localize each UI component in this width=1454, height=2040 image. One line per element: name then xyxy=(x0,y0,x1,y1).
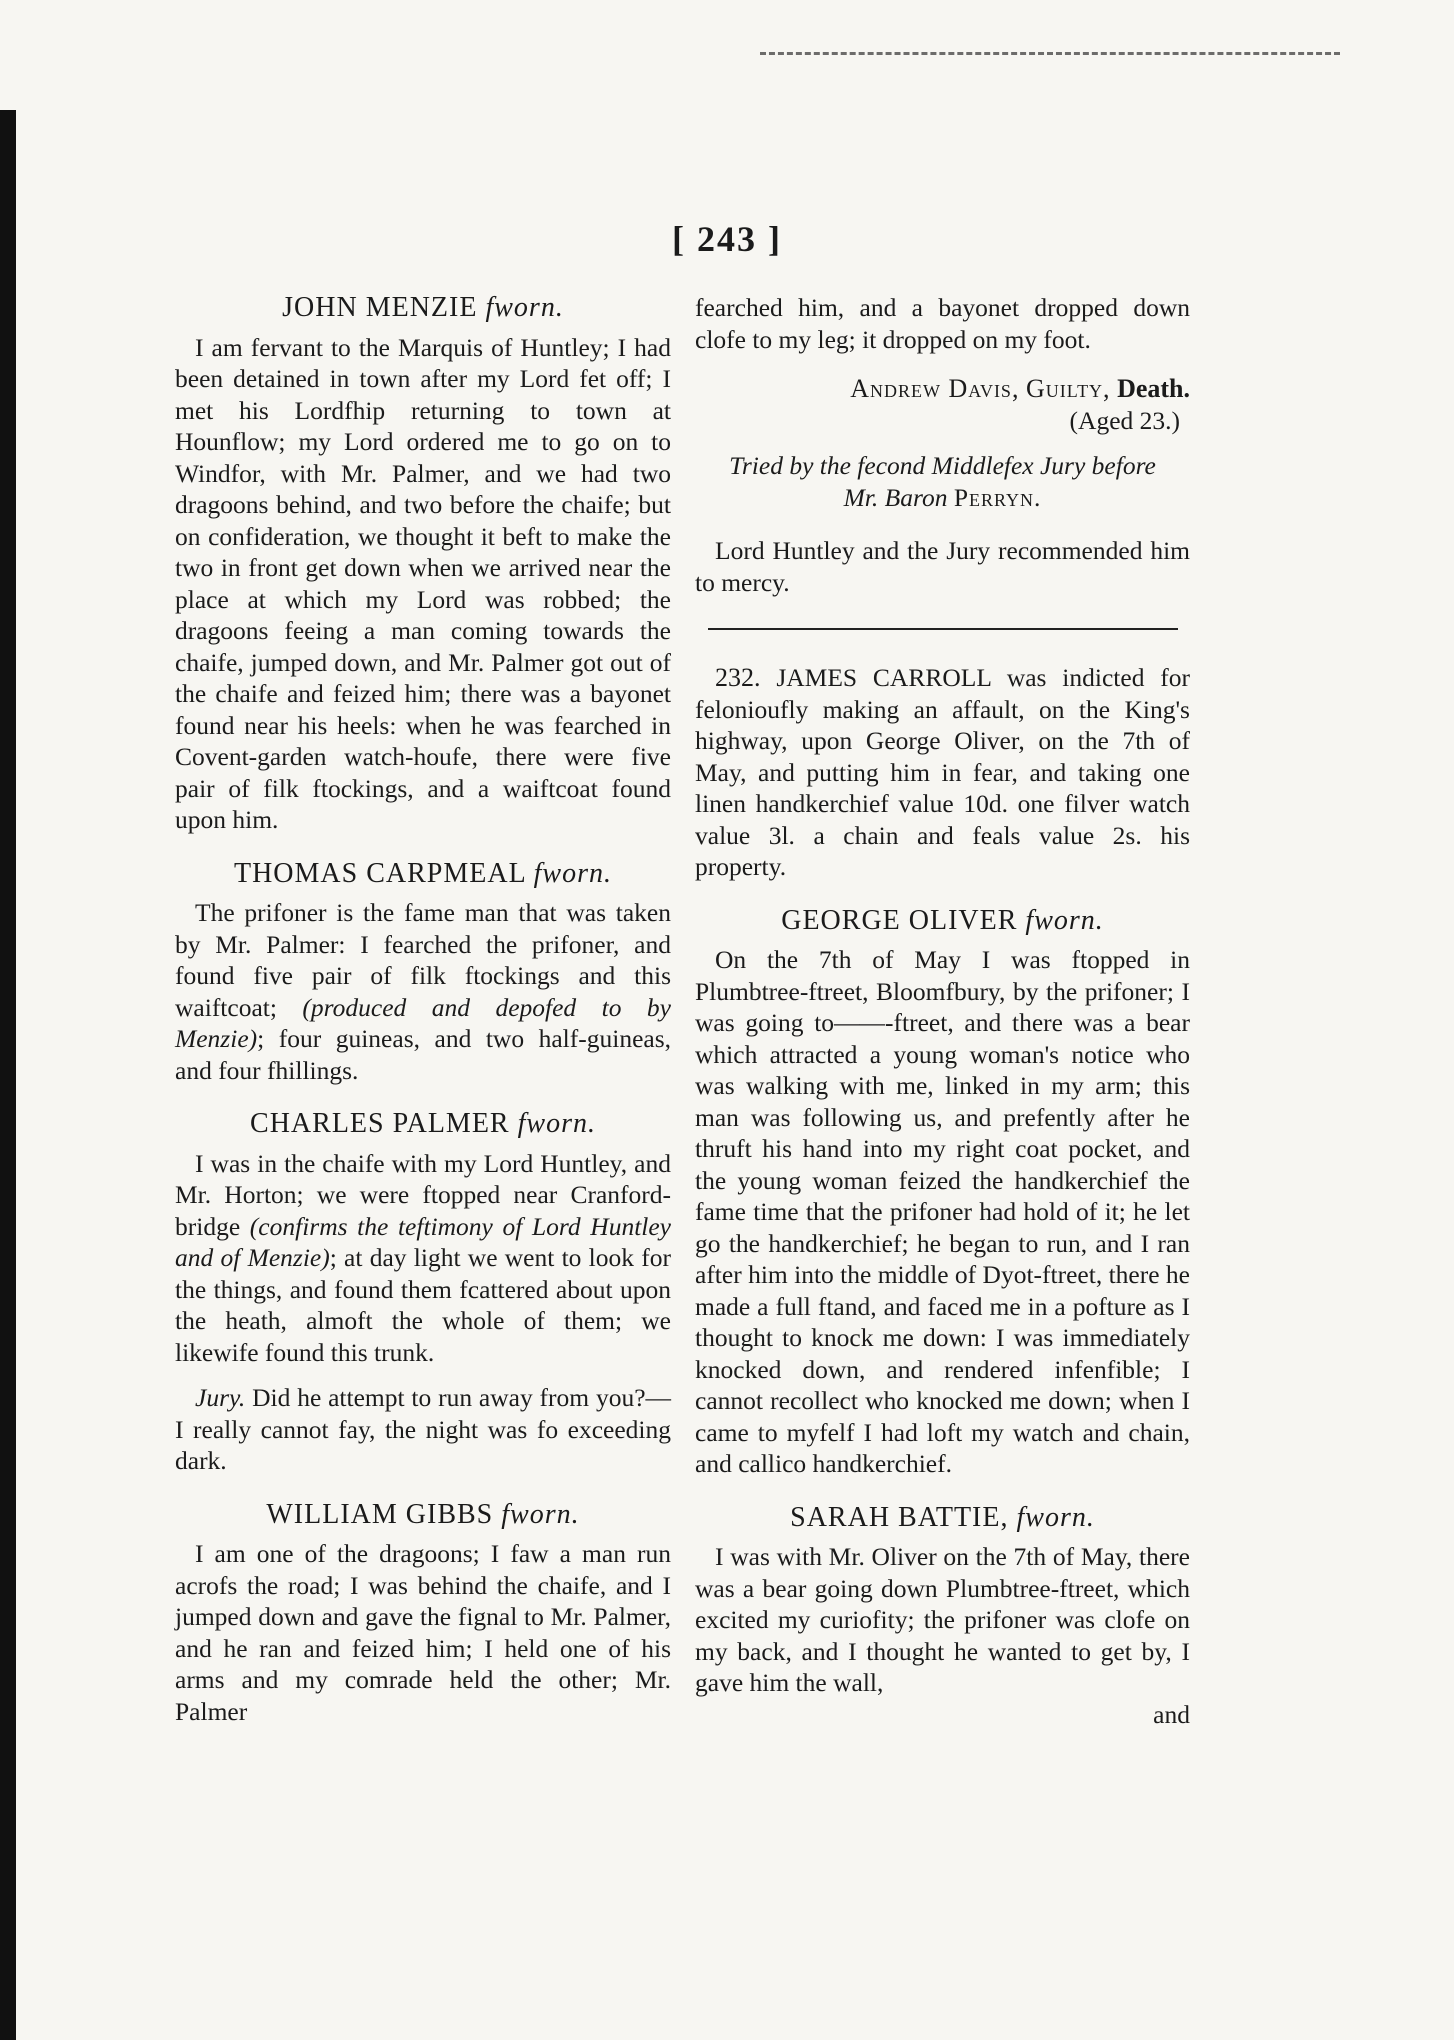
witness-name: THOMAS CARPMEAL xyxy=(233,857,526,889)
case-defendant: JAMES CARROLL xyxy=(776,663,991,692)
trial-judge-title: Mr. Baron xyxy=(843,482,948,512)
text: ; four guineas, and two half-guineas, and four fhillings. xyxy=(175,1024,671,1085)
jury-label: Jury. xyxy=(195,1383,246,1412)
testimony-palmer xyxy=(175,1148,671,1369)
sworn-label: fworn. xyxy=(501,1498,580,1530)
top-smudge xyxy=(760,52,1340,59)
trial-judge-name: Perryn. xyxy=(953,482,1042,512)
stage-note: (produced and depofed to by Menzie) xyxy=(175,992,672,1053)
heading-john-menzie xyxy=(175,292,671,324)
defendant-age: (Aged 23.) xyxy=(1069,405,1180,435)
trial-note xyxy=(695,450,1190,513)
section-divider xyxy=(708,628,1178,630)
trial-jury: Tried by the fecond Middlefex Jury before xyxy=(729,451,1156,480)
sworn-label: fworn. xyxy=(1016,1501,1095,1533)
testimony-oliver: On the 7th of May I was ftopped in Plumbtree-ftreet, Bloomfbury, by the prifoner; I was going to——-ftreet, and there was a bear which attracted a young woman's notice who was walking with me, linked in my arm; this man was following us, and prefently after he thruft his hand into my right coat pocket, and the young woman feized the handkerchief the fame time that the prifoner had hold of it; he let go the handkerchief; he began to run, and I ran after him into the middle of Dyot-ftreet, there he made a full ftand, and faced me in a pofture as I thought to knock me down: I was immediately knocked down, and rendered infenfible; I cannot recollect who knocked me down; when I came to myfelf I had loft my watch and chain, and callico handkerchief. xyxy=(695,945,1190,1478)
jury-question xyxy=(175,1382,671,1477)
defendant-name: Andrew Davis, xyxy=(850,374,1020,403)
witness-name: WILLIAM GIBBS xyxy=(266,1498,494,1530)
left-column xyxy=(175,292,671,1741)
case-indictment xyxy=(695,662,1190,883)
heading-sarah-battie xyxy=(695,1502,1190,1534)
case-number: 232. xyxy=(715,663,761,692)
sworn-label: fworn. xyxy=(485,292,564,323)
verdict-line xyxy=(695,373,1190,405)
binding-edge xyxy=(0,110,16,2040)
verdict-guilty: Guilty, xyxy=(1025,374,1111,403)
stage-note: (confirms the teftimony of Lord Huntley and of Menzie) xyxy=(175,1211,671,1272)
text: Did he attempt to run away from you?—I really cannot fay, the night was fo exceeding dark. xyxy=(175,1383,672,1475)
heading-george-oliver xyxy=(695,905,1190,937)
witness-name: JOHN MENZIE xyxy=(282,292,478,323)
witness-name: GEORGE OLIVER xyxy=(781,904,1018,936)
text: I was in the chaife with my Lord Huntley, and Mr. Horton; we were ftopped near Cranford-bridge xyxy=(175,1148,671,1241)
testimony-battie: I was with Mr. Oliver on the 7th of May, there was a bear going down Plumbtree-ftreet, which excited my curiofity; the prifoner was clofe on my back, and I thought he wanted to get by, I gave him the wall, xyxy=(695,1542,1190,1697)
catchword: and xyxy=(1153,1699,1190,1729)
heading-thomas-carpmeal xyxy=(175,858,671,890)
heading-william-gibbs xyxy=(175,1499,671,1531)
mercy-recommendation: Lord Huntley and the Jury recommended him to mercy. xyxy=(695,536,1190,597)
heading-charles-palmer xyxy=(175,1108,671,1140)
verdict-death: Death. xyxy=(1117,374,1190,403)
testimony-gibbs: I am one of the dragoons; I faw a man run acrofs the road; I was behind the chaife, and I jumped down and gave the fignal to Mr. Palmer, and he ran and feized him; I held one of his arms and my comrade held the other; Mr. Palmer xyxy=(175,1539,671,1726)
testimony-menzie: I am fervant to the Marquis of Huntley; I had been detained in town after my Lord fet off; I met his Lordfhip returning to town at Hounflow; my Lord ordered me to go on to Windfor, with Mr. Palmer, and we had two dragoons behind, and two before the chaife; but on confideration, we thought it beft to make the two in front get down when we arrived near the place at which my Lord was robbed; the dragoons feeing a man coming towards the chaife, jumped down, and Mr. Palmer got out of the chaife and feized him; there was a bayonet found near his heels: when he was fearched in Covent-garden watch-houfe, there were five pair of filk ftockings, and a waiftcoat found upon him. xyxy=(175,332,671,834)
witness-name: SARAH BATTIE, xyxy=(790,1501,1009,1533)
sworn-label: fworn. xyxy=(517,1108,596,1139)
text: was indicted for felonioufly making an affault, on the King's highway, upon George Oliver, on the 7th of May, and putting him in fear, and taking one linen handkerchief value 10d. one filver watch value 3l. a chain and feals value 2s. his property. xyxy=(695,663,1191,881)
text: ; at day light we went to look for the things, and found them fcattered about upon the heath, almoft the whole of them; we likewife found this trunk. xyxy=(175,1243,671,1367)
witness-name: CHARLES PALMER xyxy=(250,1108,510,1139)
right-column xyxy=(695,292,1190,1730)
page-number: [ 243 ] xyxy=(672,219,782,259)
testimony-carpmeal xyxy=(175,897,671,1086)
text: The prifoner is the fame man that was taken by Mr. Palmer: I fearched the prifoner, and found five pair of filk ftockings and this waiftcoat; xyxy=(175,898,671,1022)
sworn-label: fworn. xyxy=(1025,904,1104,936)
sworn-label: fworn. xyxy=(533,857,613,889)
testimony-continued: fearched him, and a bayonet dropped down clofe to my leg; it dropped on my foot. xyxy=(695,293,1190,354)
